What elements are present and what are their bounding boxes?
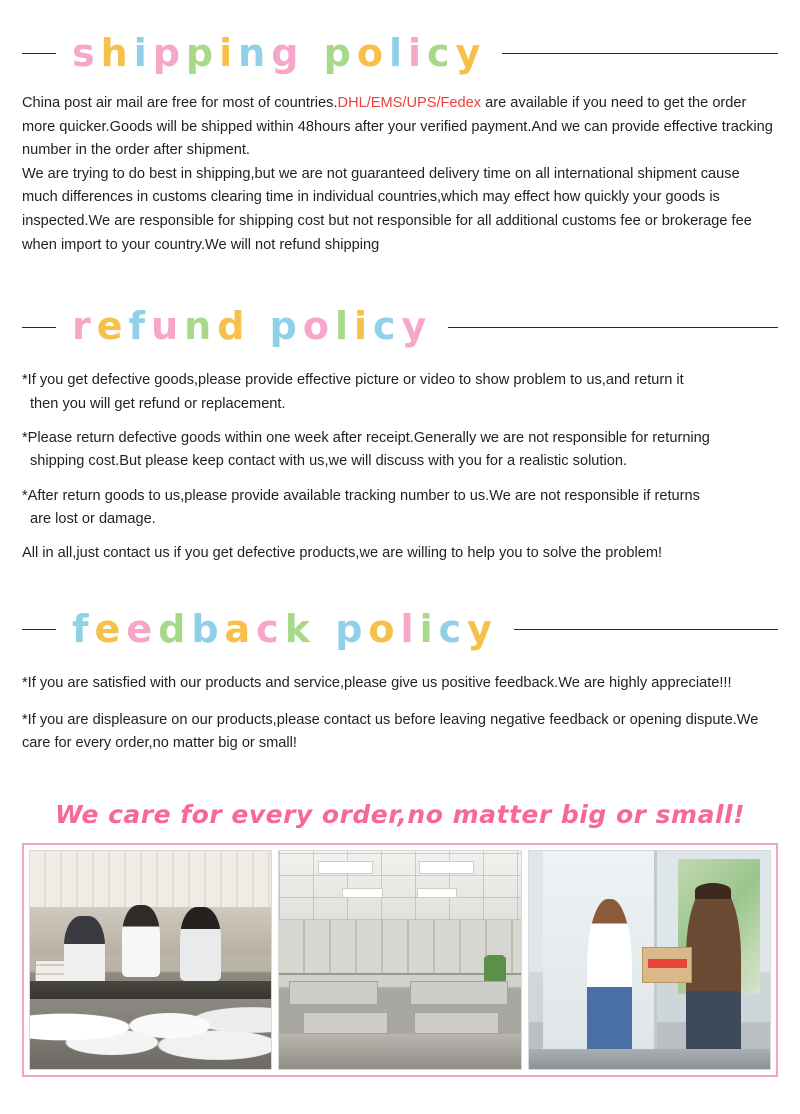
heading-rule-right xyxy=(514,629,778,630)
photo-strip xyxy=(22,843,778,1077)
ceiling-light xyxy=(417,888,458,899)
policy-page xyxy=(0,31,800,1114)
carrier-highlight: DHL/EMS/UPS/Fedex xyxy=(337,94,482,111)
shipping-p1-post: are available if you need to get the order more quicker.Goods will be shipped within 48hours after your verified payment.And we can provide effective tracking number in the order after shipment. xyxy=(22,94,773,159)
floor xyxy=(279,1034,520,1069)
ceiling-light xyxy=(419,861,474,874)
feedback-heading xyxy=(22,606,778,651)
courier-cap xyxy=(695,883,731,898)
feedback-body xyxy=(22,672,778,756)
refund-item-line1: *Please return defective goods within one week after receipt.Generally we are not responsible for returning xyxy=(22,429,710,446)
ceiling-light xyxy=(318,861,373,874)
shipping-paragraph-1 xyxy=(22,92,778,163)
parcel-box xyxy=(642,947,692,984)
heading-rule-right xyxy=(502,53,778,54)
feedback-paragraph-1: *If you are satisfied with our products and service,please give us positive feedback.We are highly appreciate!!! xyxy=(22,674,732,691)
photo-packing-station xyxy=(29,850,272,1070)
care-banner: We care for every order,no matter big or small! xyxy=(54,799,746,829)
heading-rule-left xyxy=(22,629,56,630)
customer xyxy=(587,899,633,1052)
parcel-bags xyxy=(30,999,271,1069)
refund-closing-text: All in all,just contact us if you get defective products,we are willing to help you to solve the problem! xyxy=(22,545,663,562)
refund-item-line1: *After return goods to us,please provide available tracking number to us.We are not responsible if returns xyxy=(22,487,700,504)
feedback-policy-title: feedback policy xyxy=(72,606,498,651)
photo-courier-delivery xyxy=(528,850,771,1070)
shipping-policy-title: shipping policy xyxy=(72,31,487,75)
heading-rule-left xyxy=(22,327,56,328)
refund-policy-title: refund policy xyxy=(72,304,433,349)
shipping-p1-pre: China post air mail are free for most of countries. xyxy=(22,94,338,111)
desk xyxy=(289,981,378,1005)
worker xyxy=(180,907,221,981)
desk xyxy=(414,1012,498,1034)
shipping-heading xyxy=(22,31,778,75)
floor xyxy=(529,1049,770,1069)
refund-item xyxy=(22,485,778,532)
worker xyxy=(122,905,161,977)
refund-body xyxy=(22,369,778,565)
refund-item-line2: shipping cost.But please keep contact with us,we will discuss with you for a realistic solution. xyxy=(30,453,628,470)
parcel-tape xyxy=(648,959,687,968)
refund-item-line2: are lost or damage. xyxy=(30,510,156,527)
feedback-paragraph-2: *If you are displeasure on our products,please contact us before leaving negative feedback or opening dispute.We care for every order,no matter big or small! xyxy=(22,711,759,752)
ceiling-grid xyxy=(279,851,520,921)
refund-item xyxy=(22,427,778,474)
refund-item xyxy=(22,369,778,416)
courier xyxy=(686,885,742,1055)
refund-closing xyxy=(22,542,778,565)
refund-heading xyxy=(22,304,778,349)
refund-item-line1: *If you get defective goods,please provide effective picture or video to show problem to us,and return it xyxy=(22,372,684,389)
photo-office-interior xyxy=(278,850,521,1070)
shipping-paragraph-2: We are trying to do best in shipping,but we are not guaranteed delivery time on all international shipment cause much differences in customs clearing time in individual countries,which may effect how quickly your goods is inspected.We are responsible for shipping cost but not responsible for all additional customs fee or brokerage fee when import to your country.We will not refund shipping xyxy=(22,165,752,253)
heading-rule-right xyxy=(448,327,778,328)
worker xyxy=(64,916,105,990)
ceiling xyxy=(30,851,271,908)
desk xyxy=(410,981,509,1005)
refund-item-line2: then you will get refund or replacement. xyxy=(30,395,286,412)
shipping-body xyxy=(22,92,778,257)
desk xyxy=(303,1012,387,1034)
heading-rule-left xyxy=(22,53,56,54)
ceiling-light xyxy=(342,888,383,899)
